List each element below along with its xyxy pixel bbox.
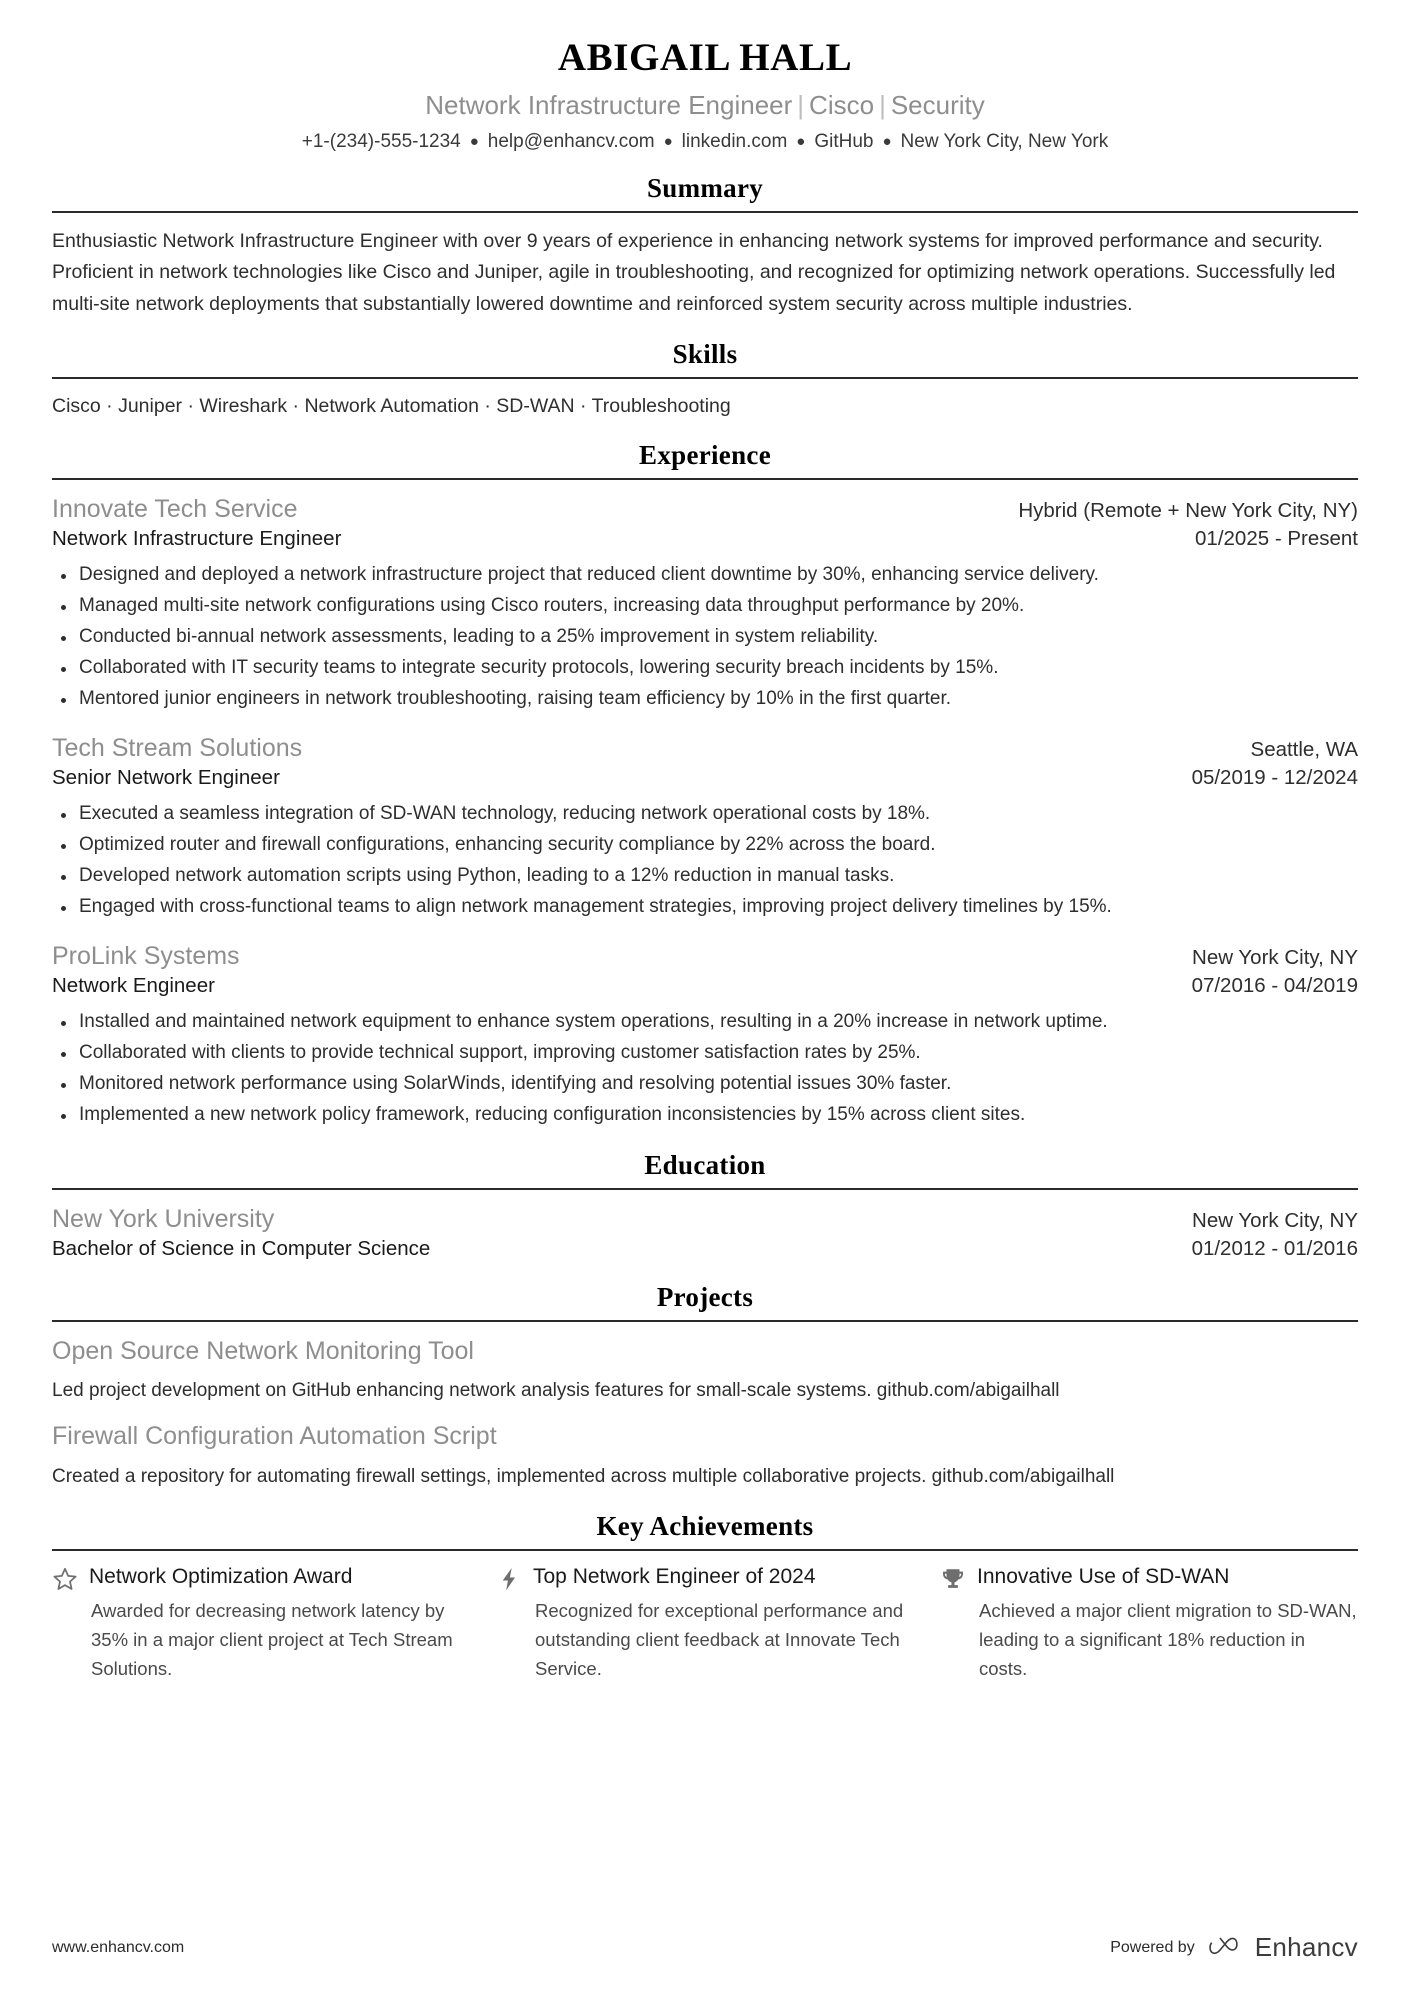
- contact-bullet-icon: ●: [796, 133, 806, 151]
- contact-bullet-icon: ●: [882, 133, 892, 151]
- education-entry-bottom-row: [52, 1235, 1358, 1263]
- job-bullet-list: [52, 799, 1358, 923]
- company-location: New York City, NY: [1192, 945, 1358, 969]
- job-bullet: Designed and deployed a network infrastructure project that reduced client downtime by 30%, enhancing service delivery.: [52, 560, 1358, 591]
- enhancv-logo-icon: [1208, 1935, 1246, 1961]
- contact-phone: +1-(234)-555-1234: [301, 131, 461, 153]
- footer-url[interactable]: www.enhancv.com: [52, 1938, 185, 1956]
- resume-header: [52, 0, 1358, 154]
- experience-entry-bottom-row: [52, 972, 1358, 1000]
- star-icon: [52, 1566, 78, 1592]
- section-title-education: Education: [644, 1149, 766, 1180]
- job-bullet: Collaborated with IT security teams to integrate security protocols, lowering security breach incidents by 15%.: [52, 653, 1358, 684]
- section-education: [52, 1151, 1358, 1263]
- company-location: Seattle, WA: [1250, 737, 1358, 761]
- job-bullet: Monitored network performance using SolarWinds, identifying and resolving potential issues 30% faster.: [52, 1069, 1358, 1100]
- achievement-description: Achieved a major client migration to SD-WAN, leading to a significant 18% reduction in costs.: [979, 1600, 1357, 1679]
- headline-separator: |: [797, 89, 805, 120]
- lightning-bolt-icon: [496, 1566, 522, 1592]
- section-title-key-achievements: Key Achievements: [596, 1511, 814, 1542]
- headline-part-1: Cisco: [809, 89, 875, 120]
- job-bullet: Managed multi-site network configurations using Cisco routers, increasing data throughput performance by 20%.: [52, 591, 1358, 622]
- company-location: Hybrid (Remote + New York City, NY): [1018, 498, 1358, 522]
- project-entry: [52, 1420, 1358, 1492]
- achievement-item: [496, 1564, 914, 1683]
- trophy-icon: [940, 1566, 966, 1592]
- experience-entry-top-row: [52, 732, 1358, 765]
- experience-entry: [52, 940, 1358, 1131]
- degree-dates: 01/2012 - 01/2016: [1191, 1237, 1358, 1261]
- headline-part-0: Network Infrastructure Engineer: [425, 89, 793, 120]
- project-description: Led project development on GitHub enhancing network analysis features for small-scale systems. github.com/abigailhall: [52, 1380, 1060, 1402]
- section-summary: [52, 174, 1358, 320]
- section-title-projects: Projects: [656, 1281, 754, 1312]
- project-name: Firewall Configuration Automation Script: [52, 1422, 497, 1451]
- achievement-title: Top Network Engineer of 2024: [533, 1565, 816, 1588]
- job-bullet: Engaged with cross-functional teams to align network management strategies, improving project delivery timelines by 15%.: [52, 892, 1358, 923]
- achievement-title: Network Optimization Award: [89, 1565, 353, 1588]
- job-bullet: Executed a seamless integration of SD-WAN technology, reducing network operational costs by 18%.: [52, 799, 1358, 830]
- school-name: New York University: [52, 1204, 275, 1233]
- section-divider: [52, 1188, 1358, 1190]
- candidate-headline: [52, 90, 1358, 121]
- achievement-body: [89, 1564, 470, 1683]
- contact-bullet-icon: ●: [469, 133, 479, 151]
- summary-text: Enthusiastic Network Infrastructure Engineer with over 9 years of experience in enhancing network systems for improved performance and security. Proficient in network technologies like Cisco and Juniper, agile in troubleshooting, and recognized for optimizing network operations. Successfully led multi-site network deployments that substantially lowered downtime and reinforced system security across multiple industries.: [52, 229, 1336, 315]
- job-dates: 05/2019 - 12/2024: [1191, 766, 1358, 790]
- company-name: Innovate Tech Service: [52, 494, 298, 523]
- achievement-title: Innovative Use of SD-WAN: [977, 1565, 1230, 1588]
- job-title: Network Infrastructure Engineer: [52, 527, 342, 551]
- job-bullet: Installed and maintained network equipment to enhance system operations, resulting in a 20% increase in network uptime.: [52, 1007, 1358, 1038]
- section-title-summary: Summary: [646, 172, 764, 203]
- experience-entry-bottom-row: [52, 764, 1358, 792]
- company-name: Tech Stream Solutions: [52, 733, 303, 762]
- job-bullet-list: [52, 1007, 1358, 1131]
- powered-by-label: Powered by: [1110, 1938, 1195, 1956]
- job-bullet: Conducted bi-annual network assessments, leading to a 25% improvement in system reliability.: [52, 622, 1358, 653]
- section-projects: [52, 1283, 1358, 1492]
- experience-entry: [52, 732, 1358, 923]
- school-location: New York City, NY: [1192, 1208, 1358, 1232]
- section-title-skills: Skills: [672, 339, 738, 370]
- job-bullet: Collaborated with clients to provide technical support, improving customer satisfaction rates by 25%.: [52, 1038, 1358, 1069]
- section-divider: [52, 1549, 1358, 1551]
- job-bullet: Developed network automation scripts using Python, leading to a 12% reduction in manual tasks.: [52, 861, 1358, 892]
- skills-list: Cisco · Juniper · Wireshark · Network Automation · SD-WAN · Troubleshooting: [52, 394, 731, 417]
- achievement-description: Awarded for decreasing network latency by 35% in a major client project at Tech Stream Solutions.: [91, 1600, 453, 1679]
- achievement-body: [533, 1564, 914, 1683]
- project-name: Open Source Network Monitoring Tool: [52, 1336, 474, 1365]
- achievement-description: Recognized for exceptional performance and outstanding client feedback at Innovate Tech Service.: [535, 1600, 904, 1679]
- contact-bullet-icon: ●: [663, 133, 673, 151]
- job-title: Network Engineer: [52, 974, 215, 998]
- headline-part-2: Security: [890, 89, 985, 120]
- company-name: ProLink Systems: [52, 941, 240, 970]
- job-bullet: Mentored junior engineers in network troubleshooting, raising team efficiency by 10% in the first quarter.: [52, 684, 1358, 715]
- experience-entry: [52, 493, 1358, 715]
- job-title: Senior Network Engineer: [52, 766, 280, 790]
- headline-separator: |: [879, 89, 886, 120]
- achievements-grid: [52, 1564, 1358, 1683]
- section-key-achievements: [52, 1512, 1358, 1683]
- contact-linkedin[interactable]: linkedin.com: [681, 131, 788, 153]
- contact-email[interactable]: help@enhancv.com: [487, 131, 655, 153]
- contact-github[interactable]: GitHub: [814, 131, 874, 153]
- enhancv-brand: [1208, 1932, 1358, 1963]
- contact-location: New York City, New York: [900, 131, 1109, 153]
- project-description: Created a repository for automating firewall settings, implemented across multiple collaborative projects. github.com/abigailhall: [52, 1465, 1115, 1487]
- section-divider: [52, 211, 1358, 213]
- job-bullet: Implemented a new network policy framework, reducing configuration inconsistencies by 15% across client sites.: [52, 1100, 1358, 1131]
- education-entry-top-row: [52, 1203, 1358, 1236]
- job-dates: 01/2025 - Present: [1195, 527, 1358, 551]
- page-footer: [52, 1932, 1358, 1963]
- job-bullet: Optimized router and firewall configurations, enhancing security compliance by 22% across the board.: [52, 830, 1358, 861]
- job-dates: 07/2016 - 04/2019: [1191, 974, 1358, 998]
- section-divider: [52, 377, 1358, 379]
- section-title-experience: Experience: [639, 440, 771, 471]
- degree-title: Bachelor of Science in Computer Science: [52, 1237, 431, 1261]
- job-bullet-list: [52, 560, 1358, 715]
- contact-line: [52, 131, 1358, 154]
- section-divider: [52, 478, 1358, 480]
- education-entry: [52, 1203, 1358, 1263]
- section-skills: [52, 340, 1358, 421]
- footer-branding: [1110, 1932, 1358, 1963]
- achievement-item: [940, 1564, 1358, 1683]
- achievement-item: [52, 1564, 470, 1683]
- experience-entry-top-row: [52, 940, 1358, 973]
- experience-entry-bottom-row: [52, 525, 1358, 553]
- achievement-body: [977, 1564, 1358, 1683]
- section-experience: [52, 441, 1358, 1131]
- section-divider: [52, 1320, 1358, 1322]
- project-entry: [52, 1335, 1358, 1407]
- candidate-name: ABIGAIL HALL: [557, 36, 853, 79]
- enhancv-brand-name: Enhancv: [1254, 1932, 1358, 1962]
- experience-entry-top-row: [52, 493, 1358, 526]
